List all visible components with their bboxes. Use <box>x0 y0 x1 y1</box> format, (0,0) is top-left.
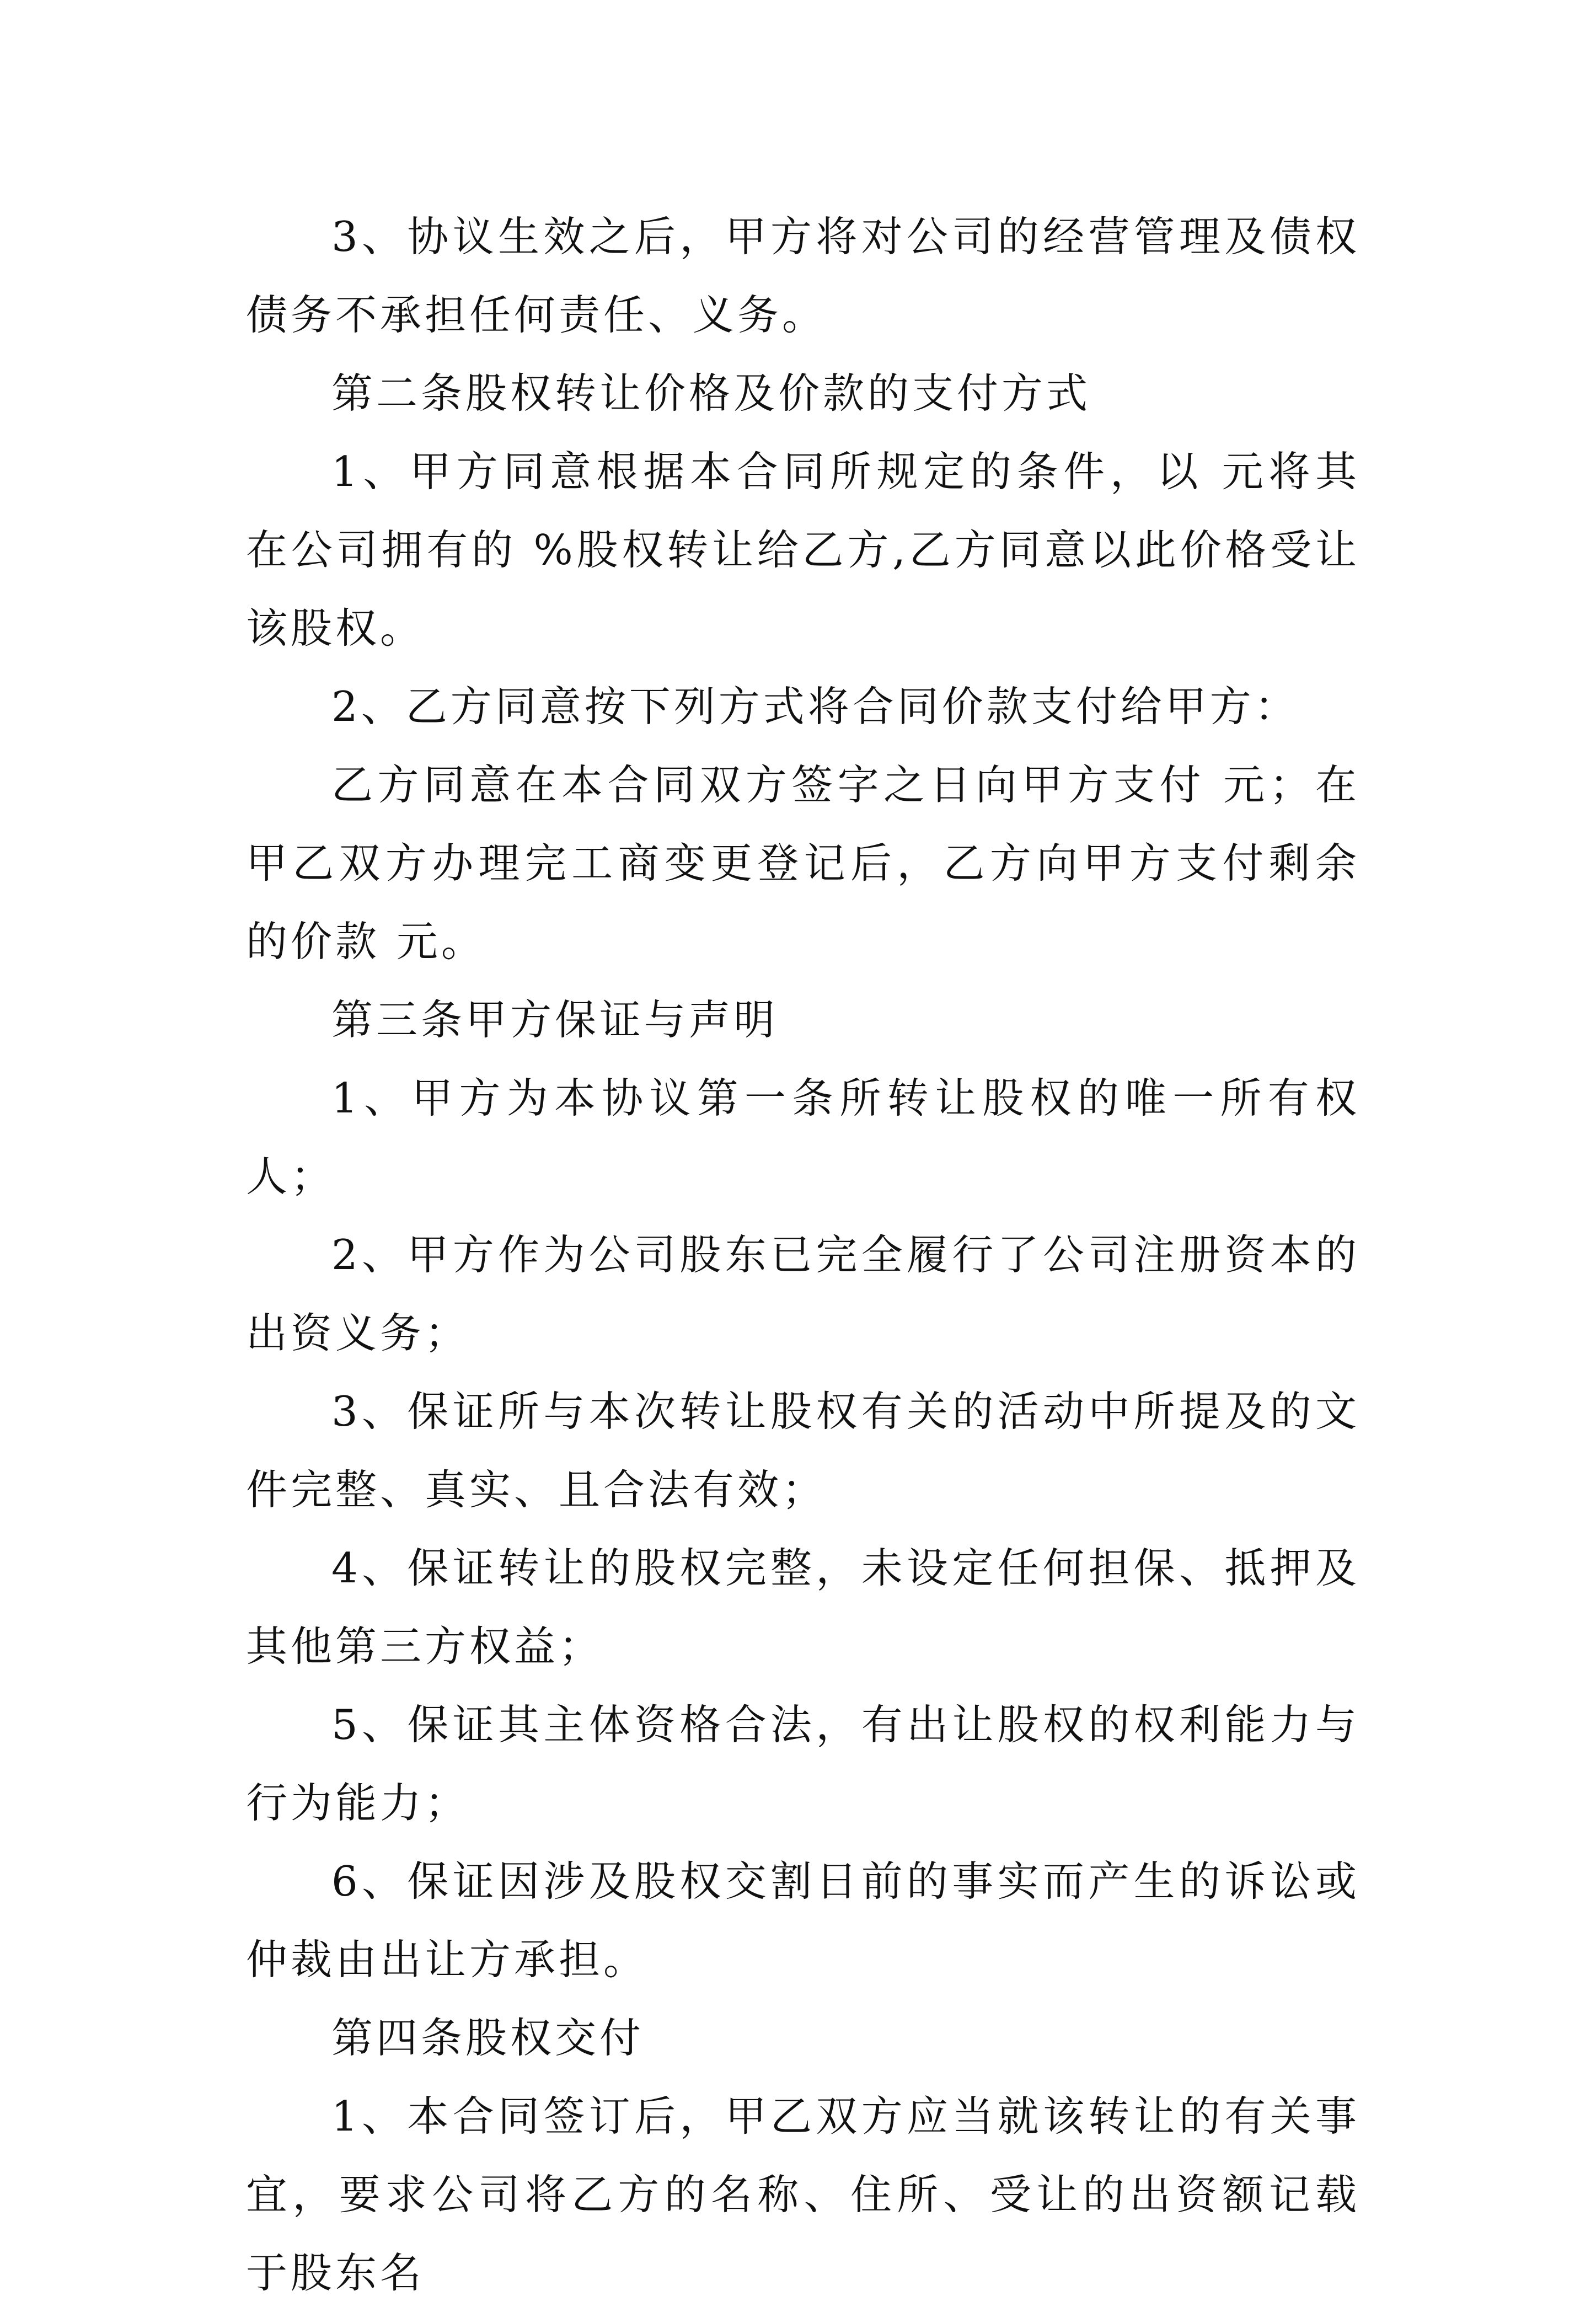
paragraph-clause-3-1: 1、甲方为本协议第一条所转让股权的唯一所有权人； <box>246 1074 1360 1201</box>
paragraph-clause-3-4: 4、保证转让的股权完整，未设定任何担保、抵押及其他第三方权益； <box>246 1544 1360 1671</box>
paragraph-clause-2-2: 2、乙方同意按下列方式将合同价款支付给甲方： <box>331 682 1299 731</box>
paragraph-payment-terms: 乙方同意在本合同双方签字之日向甲方支付 元；在甲乙双方办理完工商变更登记后，乙方向甲方支付剩余的价款 元。 <box>246 761 1360 966</box>
paragraph-clause-2-1: 1、甲方同意根据本合同所规定的条件，以 元将其在公司拥有的 %股权转让给乙方,乙方同意以此价格受让该股权。 <box>246 447 1360 652</box>
paragraph-clause-3-2: 2、甲方作为公司股东已完全履行了公司注册资本的出资义务； <box>246 1230 1360 1357</box>
paragraph-clause-3-5: 5、保证其主体资格合法，有出让股权的权利能力与行为能力； <box>246 1700 1360 1827</box>
heading-article-4: 第四条股权交付 <box>331 2014 645 2062</box>
document-body <box>246 197 1360 2312</box>
paragraph-clause-1-3: 3、协议生效之后，甲方将对公司的经营管理及债权债务不承担任何责任、义务。 <box>246 212 1360 339</box>
paragraph-clause-3-6: 6、保证因涉及股权交割日前的事实而产生的诉讼或仲裁由出让方承担。 <box>246 1857 1360 1984</box>
paragraph-clause-3-3: 3、保证所与本次转让股权有关的活动中所提及的文件完整、真实、且合法有效； <box>246 1387 1360 1514</box>
paragraph-clause-4-1: 1、本合同签订后，甲乙双方应当就该转让的有关事宜，要求公司将乙方的名称、住所、受让的出资额记载于股东名 <box>246 2092 1360 2297</box>
heading-article-2: 第二条股权转让价格及价款的支付方式 <box>331 369 1091 418</box>
heading-article-3: 第三条甲方保证与声明 <box>331 996 779 1044</box>
